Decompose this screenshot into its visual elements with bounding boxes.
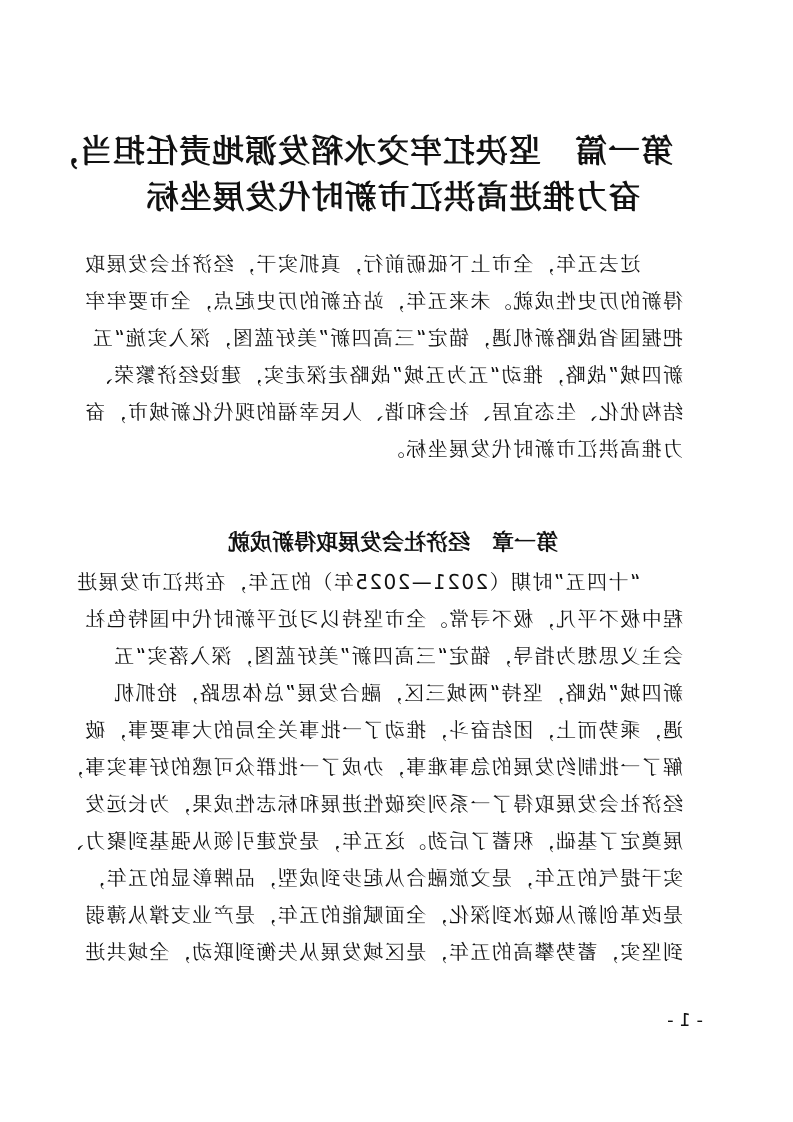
text-line: 过去五年，全市上下砥砺前行，真抓实干，经济社会发展取: [83, 252, 683, 276]
text-line: 实干提气的五年，是文旅融合从起步到成型，品牌彰显的五年，: [83, 866, 683, 890]
text-line: 到坚实，蓄势攀高的五年，是区域发展从失衡到联动，全域共进: [83, 940, 683, 964]
text-line: “十四五”时期（2021—2025年）的五年，在洪江市发展进: [75, 570, 683, 594]
chapter-title: 第一章 经济社会发展取得新成就: [228, 531, 559, 556]
text-line: 新四城”战略，坚持“两城三区，融合发展”总体思路，抢抓机: [112, 681, 683, 705]
text-line: 展奠定了基础，积蓄了后劲。这五年，是党建引领从强基到聚力、: [62, 829, 683, 853]
text-line: 力推高洪江市新时代发展坐标。: [383, 437, 683, 461]
intro-paragraph: [83, 246, 683, 468]
text-line: 解了一批制约发展的急事难事，办成了一批群众可感的好事实事，: [62, 755, 683, 779]
text-line: 遇，乘势而上，团结奋斗，推动了一批事关全局的大事要事，破: [83, 718, 683, 742]
title-line: 奋力推进高洪江市新时代发展坐标: [145, 178, 641, 216]
text-line: 会主义思想为指导，锚定“三高四新”美好蓝图，深入落实“五: [112, 644, 683, 668]
chapter-paragraph: [62, 564, 683, 971]
page-number: - 1 -: [667, 1010, 703, 1031]
text-line: 是改革创新从破冰到深化，全面赋能的五年，是产业支撑从薄弱: [83, 903, 683, 927]
text-line: 经济社会发展取得了一系列突破性进展和标志性成果，为长远发: [83, 792, 683, 816]
title-line: 第一篇 坚决扛牢交水稻发源地责任担当，: [45, 132, 673, 170]
text-line: 新四城”战略，推动“五为五城”战略走深走实，建设经济繁荣、: [91, 363, 683, 387]
text-line: 得新的历史性成就。未来五年，站在新的历史起点，全市要牢牢: [83, 289, 683, 313]
section-title: [45, 128, 673, 220]
text-line: 把握国省战略新机遇，锚定“三高四新”美好蓝图，深入实施“五: [91, 326, 683, 350]
text-line: 程中极不平凡，极不寻常。全市坚持以习近平新时代中国特色社: [83, 607, 683, 631]
text-line: 结构优化、生态宜居、社会和谐、人民幸福的现代化新城市，奋: [83, 400, 683, 424]
